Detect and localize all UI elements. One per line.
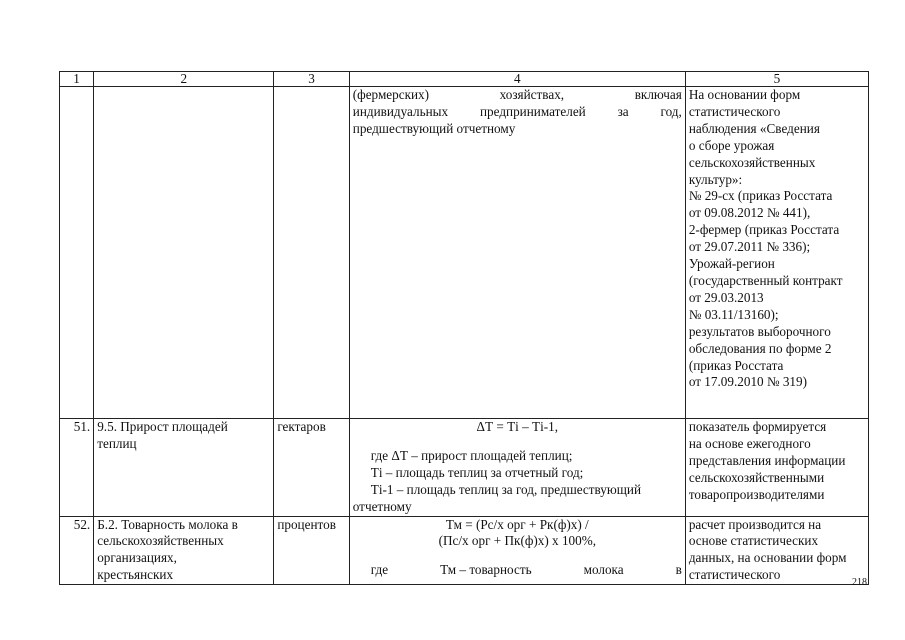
source-text-line: на основе ежегодного (688, 435, 811, 451)
source-text-line: наблюдения «Сведения (688, 120, 820, 136)
source-text-line: от 29.07.2011 № 336); (688, 239, 811, 255)
indicator-name-line: теплиц (97, 435, 137, 451)
indicator-name-cell (94, 516, 274, 585)
source-text-line: представления информации (688, 452, 846, 468)
indicator-name-line: сельскохозяйственных (97, 533, 224, 549)
method-cell (349, 419, 685, 517)
source-text-line: Урожай-регион (688, 256, 775, 272)
source-text-line: сельскохозяйственными (688, 469, 825, 485)
source-text-line: сельскохозяйственных (688, 154, 816, 170)
indicator-name-line: организациях, (97, 550, 177, 566)
row-number: 52. (60, 516, 94, 585)
unit-cell: процентов (274, 516, 349, 585)
source-text-line: от 17.09.2010 № 319) (688, 374, 808, 390)
source-text-line: (приказ Росстата (688, 357, 784, 373)
method-cell (349, 516, 685, 585)
formula: ΔТ = Тi – Тi-1, (476, 419, 559, 434)
source-text-line: культур»: (688, 171, 743, 187)
page-number: 218 (852, 577, 867, 588)
source-text-line: № 29-сх (приказ Росстата (688, 188, 833, 204)
source-text-line: расчет производится на (688, 516, 822, 532)
indicator-name-line: крестьянских (97, 567, 174, 583)
indicator-table (59, 71, 869, 585)
table-header-row (60, 72, 869, 87)
source-text-line: № 03.11/13160); (688, 306, 779, 322)
cont-name-cell (94, 87, 274, 419)
header-col-3: 3 (274, 72, 349, 87)
definition-line: Тi – площадь теплиц за отчетный год; (370, 464, 584, 480)
method-text-line: предшествующий отчетному (352, 120, 516, 136)
source-text-line: товаропроизводителями (688, 486, 825, 502)
cont-source-cell (685, 87, 868, 419)
source-text-line: основе статистических (688, 533, 819, 549)
method-text-line: (фермерских) хозяйствах, включая (352, 87, 682, 102)
indicator-name-cell (94, 419, 274, 517)
indicator-name-line: Б.2. Товарность молока в (97, 516, 238, 532)
source-text-line: (государственный контракт (688, 272, 843, 288)
source-text-line: обследования по форме 2 (688, 340, 832, 356)
definition-word: молока (583, 562, 624, 578)
definition-line: отчетному (352, 498, 412, 514)
header-col-4: 4 (349, 72, 685, 87)
source-cell (685, 516, 868, 585)
definition-line (353, 562, 682, 579)
cont-num-cell (60, 87, 94, 419)
source-text-line: статистического (688, 567, 781, 583)
source-text-line: На основании форм (688, 87, 801, 102)
definition-line: Тi-1 – площадь теплиц за год, предшествующий (370, 481, 642, 497)
source-text-line: о сборе урожая (688, 137, 775, 153)
cont-method-cell (349, 87, 685, 419)
source-text-line: 2-фермер (приказ Росстата (688, 222, 840, 238)
definition-line: где ΔТ – прирост площадей теплиц; (370, 447, 573, 463)
unit-cell: гектаров (274, 419, 349, 517)
source-text-line: от 29.03.2013 (688, 289, 764, 305)
table-row (60, 419, 869, 517)
source-text-line: данных, на основании форм (688, 550, 847, 566)
definition-word: в (675, 562, 682, 578)
source-cell (685, 419, 868, 517)
table-row (60, 516, 869, 585)
indicator-name-line: 9.5. Прирост площадей (97, 419, 228, 434)
header-col-2: 2 (94, 72, 274, 87)
formula-line: (Пс/х орг + Пк(ф)х) х 100%, (438, 533, 597, 549)
definition-word: где (370, 562, 389, 578)
definition-word: Тм – товарность (440, 562, 532, 578)
source-text-line: от 09.08.2012 № 441), (688, 205, 811, 221)
source-text-line: показатель формируется (688, 419, 827, 434)
cont-unit-cell (274, 87, 349, 419)
formula-line: Тм = (Рс/х орг + Рк(ф)х) / (445, 516, 589, 532)
row-number: 51. (60, 419, 94, 517)
header-col-1: 1 (60, 72, 94, 87)
method-text-line: индивидуальных предпринимателей за год, (352, 103, 682, 119)
header-col-5: 5 (685, 72, 868, 87)
table-row (60, 87, 869, 419)
source-text-line: статистического (688, 103, 781, 119)
source-text-line: результатов выборочного (688, 323, 831, 339)
